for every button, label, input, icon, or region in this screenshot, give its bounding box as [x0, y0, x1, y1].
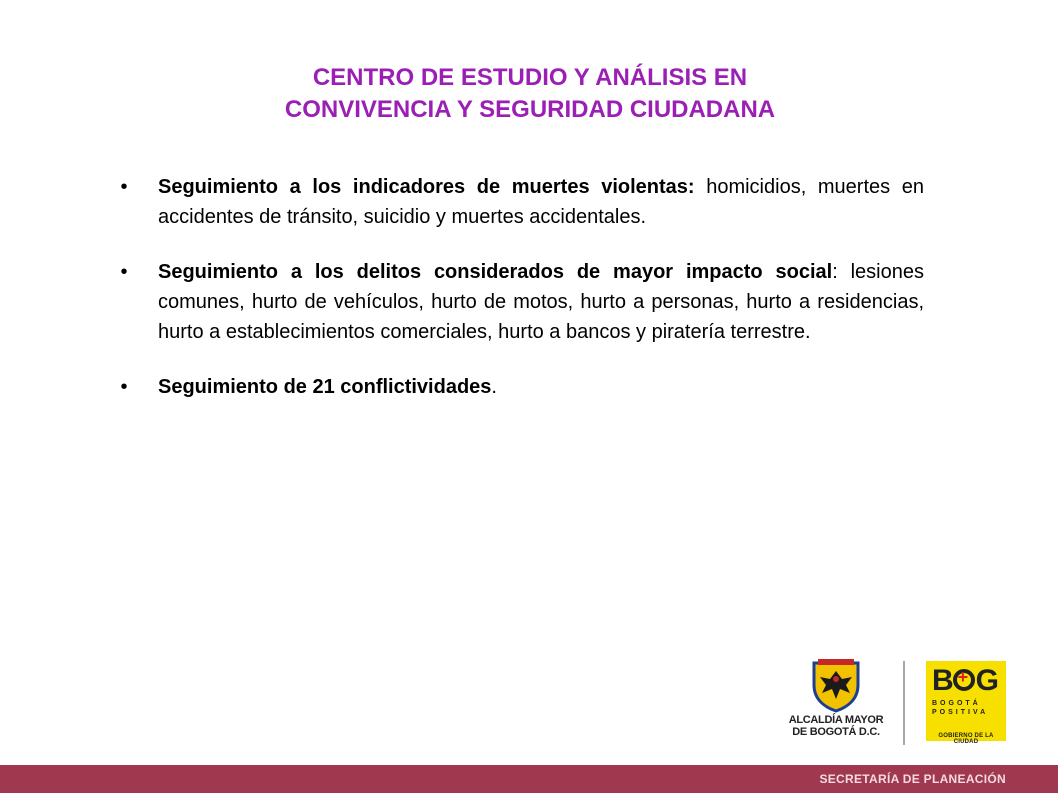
logo-divider — [903, 661, 905, 745]
bullet-marker: • — [120, 376, 128, 398]
bullet-text: . — [491, 376, 497, 398]
title-line-1: CENTRO DE ESTUDIO Y ANÁLISIS EN — [312, 64, 748, 91]
bog-sub-line-2: POSITIVA — [932, 709, 989, 716]
bullet-heading: Seguimiento de 21 conflictividades — [158, 376, 492, 398]
alcaldia-line-1: ALCALDÍA MAYOR — [788, 714, 884, 726]
bullet-text: : lesiones comunes, hurto de vehículos, hurto de motos, hurto a personas, hurto a residencias, hurto a establecimientos comerciales, hurto a bancos y piratería terrestre. — [158, 261, 924, 343]
alcaldia-text — [780, 714, 892, 738]
bullet-item-delitos — [114, 257, 924, 347]
coat-of-arms-icon — [808, 659, 864, 713]
bog-plus-icon — [953, 669, 975, 691]
logos-area — [780, 655, 1020, 755]
bullet-item-conflictividades — [114, 372, 924, 402]
bog-footer-text: GOBIERNO DE LA CIUDAD — [938, 733, 994, 745]
bullet-heading: Seguimiento a los indicadores de muertes violentas: — [158, 176, 695, 198]
bullet-heading: Seguimiento a los delitos considerados de mayor impacto social — [158, 261, 833, 283]
bullet-text: homicidios, muertes en accidentes de tránsito, suicidio y muertes accidentales. — [158, 176, 924, 228]
bog-sub-line-1: BOGOTÁ — [932, 700, 981, 707]
bog-positiva-logo — [926, 661, 1006, 741]
alcaldia-logo — [780, 655, 892, 747]
alcaldia-line-2: DE BOGOTÁ D.C. — [792, 726, 880, 738]
bog-wordmark — [932, 665, 997, 697]
bullet-item-muertes — [114, 172, 924, 232]
bullet-marker: • — [120, 261, 128, 283]
bog-letter-g: G — [975, 664, 998, 697]
title-line-2: CONVIVENCIA Y SEGURIDAD CIUDADANA — [284, 96, 776, 123]
bog-letter-b: B — [932, 664, 952, 697]
footer-bar — [0, 765, 1058, 793]
page-title — [80, 62, 980, 126]
footer-text: SECRETARÍA DE PLANEACIÓN — [819, 772, 1006, 786]
bullet-marker: • — [120, 176, 128, 198]
bog-subtitle — [932, 699, 1000, 717]
bullet-list — [114, 172, 924, 427]
